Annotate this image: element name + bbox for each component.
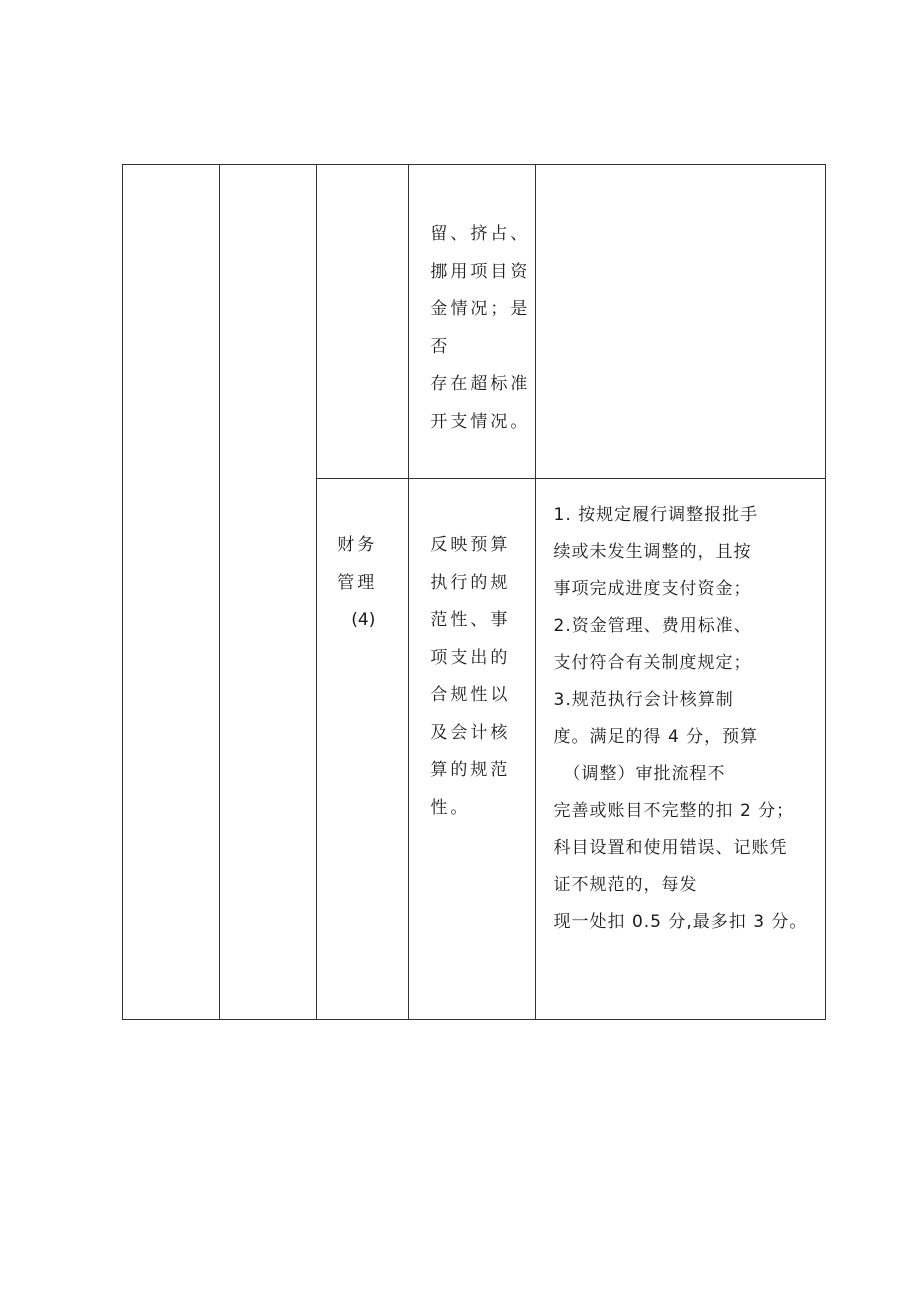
item-name-line: 财务 <box>337 535 378 555</box>
description-line: 合规性以 <box>430 685 511 705</box>
indicator-description-cell <box>409 479 535 1020</box>
description-line: 留、挤占、 <box>430 224 531 244</box>
secondary-indicator-cell <box>220 165 317 1020</box>
criteria-line: 3.规范执行会计核算制 <box>553 690 734 710</box>
indicator-description-cell <box>409 165 535 479</box>
evaluation-table <box>122 164 826 1020</box>
description-line: 金情况；是 <box>430 299 531 319</box>
description-line: 范性、事 <box>430 610 511 630</box>
criteria-line: 现一处扣 0.5 分,最多扣 3 分。 <box>553 912 808 932</box>
criteria-line: 事项完成进度支付资金； <box>553 579 752 599</box>
item-name-line: 管理 <box>337 572 378 593</box>
table-row <box>123 165 826 479</box>
primary-indicator-cell <box>123 165 220 1020</box>
tertiary-indicator-cell <box>317 479 409 1020</box>
criteria-line: 续或未发生调整的，且按 <box>553 542 752 562</box>
scoring-criteria-cell <box>535 479 825 1020</box>
description-line: 否 <box>430 336 451 357</box>
criteria-line: 证不规范的，每发 <box>553 875 698 895</box>
description-line: 反映预算 <box>430 535 511 555</box>
criteria-line: 支付符合有关制度规定； <box>553 653 752 673</box>
description-line: 挪用项目资 <box>430 261 531 282</box>
criteria-line: 2.资金管理、费用标准、 <box>553 616 752 636</box>
tertiary-indicator-cell <box>317 165 409 479</box>
item-score: (4) <box>351 610 376 630</box>
description-line: 算的规范 <box>430 760 511 780</box>
scoring-criteria-cell <box>535 165 825 479</box>
description-line: 性。 <box>430 797 471 818</box>
description-line: 执行的规 <box>430 572 511 593</box>
criteria-line: （调整）审批流程不 <box>563 764 726 784</box>
criteria-line: 完善或账目不完整的扣 2 分； <box>553 801 795 821</box>
description-line: 及会计核 <box>430 722 511 743</box>
description-line: 存在超标准 <box>430 374 531 394</box>
criteria-line: 1. 按规定履行调整报批手 <box>553 505 759 525</box>
criteria-line: 科目设置和使用错误、记账凭 <box>553 838 788 858</box>
description-line: 项支出的 <box>430 647 511 668</box>
criteria-line: 度。满足的得 4 分，预算 <box>553 727 759 747</box>
description-line: 开支情况。 <box>430 411 531 432</box>
